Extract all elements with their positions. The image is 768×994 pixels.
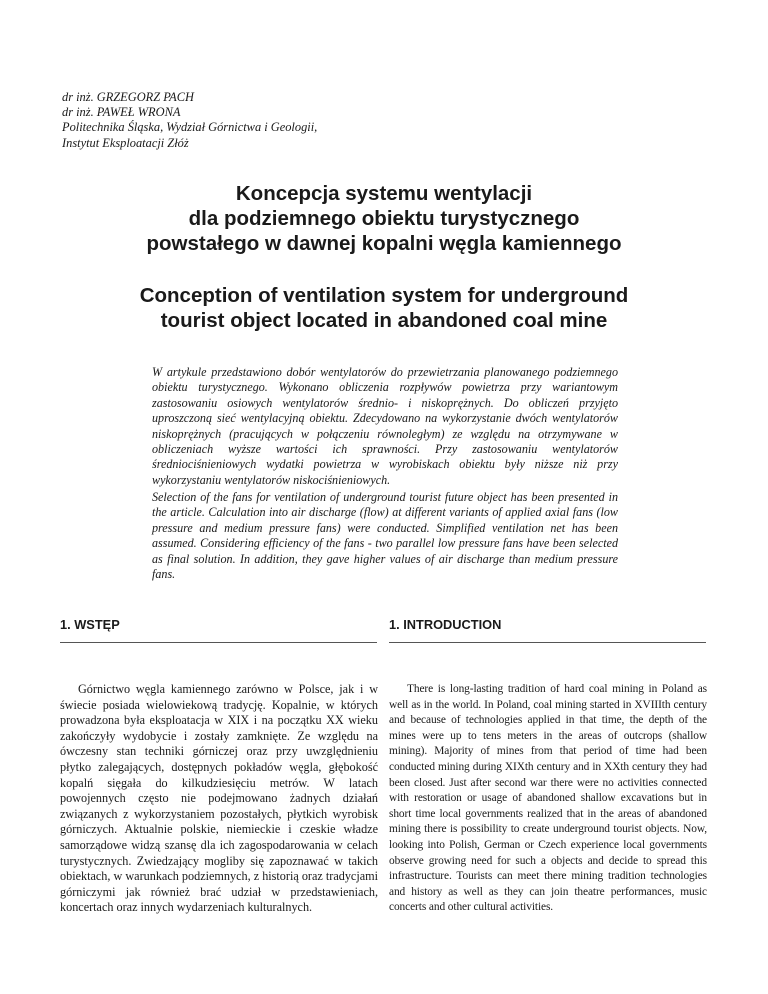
affiliation-line: Instytut Eksploatacji Złóż (62, 135, 189, 150)
section-heading-english: 1. INTRODUCTION (389, 617, 706, 643)
body-text-polish: Górnictwo węgla kamiennego zarówno w Polsce, jak i w świecie posiada wielowiekową tradycję. Kopalnie, w których prowadzona była eksploatacja w XIX i na początku XX wieku zakończyły wydobycie i zostały zamknięte. Ze względu na ówczesny stan techniki górniczej oraz przy uwzględnieniu płytko zalegających, dostępnych pokładów węgla, głębokość kopalń sięgała do kilkudziesięciu metrów. W latach powojennych często nie podejmowano żadnych działań związanych z wykorzystaniem pozostałych, płytkich wyrobisk górniczych. Aktualnie polskie, niemieckie i czeskie władze samorządowe widzą szansę dla ich zagospodarowania w celach turystycznych. Zwiedzający mogliby się zapoznawać w takich obiektach, w warunkach podziemnych, z historią oraz tradycjami górniczymi jak również brać udział w przedstawieniach, koncertach oraz innych wydarzeniach kulturalnych. (60, 682, 378, 915)
author-line: dr inż. PAWEŁ WRONA (62, 105, 181, 120)
title-line: powstałego w dawnej kopalni węgla kamiennego (146, 232, 622, 255)
section-heading-polish: 1. WSTĘP (60, 617, 377, 643)
body-text-english: There is long-lasting tradition of hard coal mining in Poland as well as in the world. In Poland, coal mining started in XVIIIth century and because of technologies applied in that time, the depth of the mines were up to tens meters in the areas of outcrops (shallow mining). Majority of mines from that period of time had been conducted mining during XIXth century and in XXth century they had been closed. Just after second war there were no activities connected with restoration or usage of abandoned shallow excavations but in short time local governments realized that in the areas of abandoned mining there is possibility to create underground tourist objects. Now, looking into Polish, German or Czech experience local governments observe growing need for such a objects and decide to spread this infrastructure. Tourists can meet there mining tradition technologies and history as well as they can join theatre performances, music concerts and other cultural activities. (389, 683, 707, 914)
abstract-polish: W artykule przedstawiono dobór wentylatorów do przewietrzania planowanego podziemnego obiektu turystycznego. Wykonano obliczenia rozpływów powietrza przy wariantowym zastosowaniu osiowych wentylatorów średnio- i niskoprężnych. Do obliczeń przyjęto uproszczoną sieć wentylacyjną obiektu. Zdecydowano na wykorzystanie dwóch wentylatorów niskoprężnych (pracujących w połączeniu równoległym) ze względu na otrzymywane w obliczeniach wyższe wartości ich sprawności. Przy zastosowaniu wentylatorów średniociśnieniowych wydatki powietrza w wyrobiskach obiektu były niższe niż przy wykorzystaniu wentylatorów niskociśnieniowych. (152, 365, 618, 487)
title-english (60, 283, 708, 333)
affiliation-line: Politechnika Śląska, Wydział Górnictwa i Geologii, (62, 120, 318, 135)
author-line: dr inż. GRZEGORZ PACH (62, 90, 194, 104)
title-line: Conception of ventilation system for underground (139, 284, 629, 307)
title-polish (60, 181, 708, 256)
abstract-english: Selection of the fans for ventilation of underground tourist future object has been presented in the article. Calculation into air discharge (flow) at different variants of applied axial fans (low pressure and medium pressure fans) were conducted. Simplified ventilation net has been assumed. Considering efficiency of the fans - two parallel low pressure fans have been selected as final solution. In addition, they gave higher values of air discharge than medium pressure fans. (152, 490, 618, 582)
title-line: tourist object located in abandoned coal mine (160, 309, 608, 332)
title-line: dla podziemnego obiektu turystycznego (188, 207, 580, 230)
author-affiliation-block (62, 90, 482, 151)
title-line: Koncepcja systemu wentylacji (235, 182, 533, 205)
